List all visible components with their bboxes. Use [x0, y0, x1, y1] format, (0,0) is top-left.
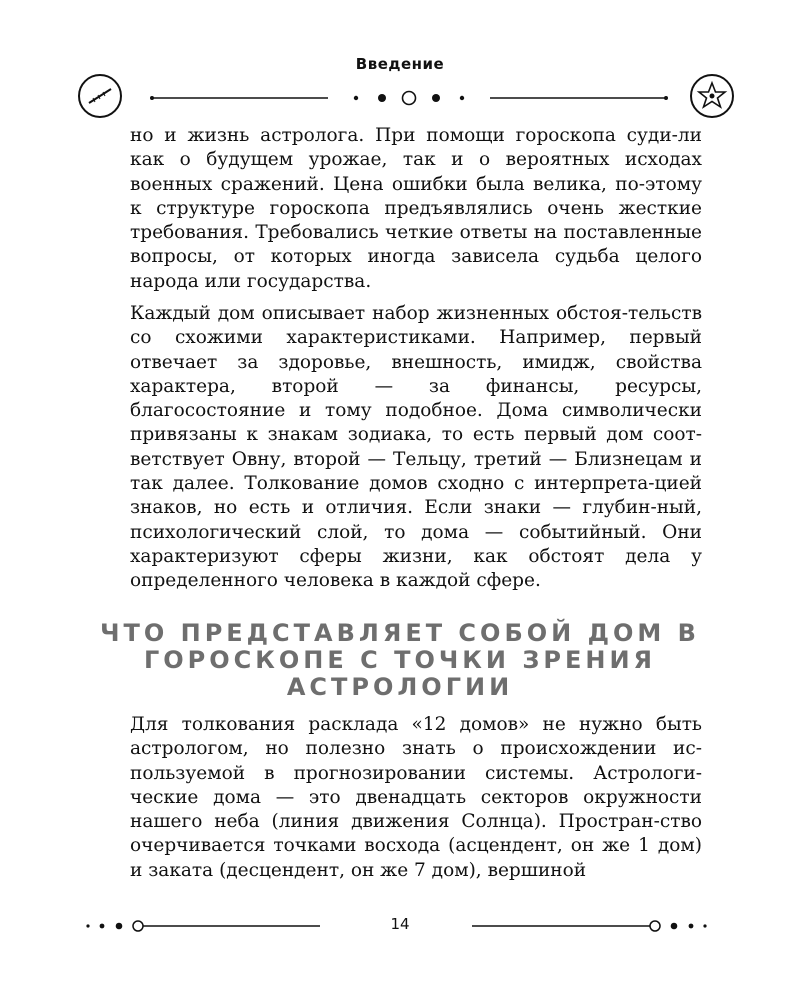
- paragraph-2: Каждый дом описывает набор жизненных обстоя-тельств со схожими характеристиками. Например, первый отвечает за здоровье, внешность, имидж, свойства характера, второй — за финансы, ресурсы, благосостояние и тому подобное. Дома символически привязаны к знакам зодиака, то есть первый дом соот-ветствует Овну, второй — Тельцу, третий — Близнецам и так далее. Толкование домов сходно с интерпрета-цией знаков, но есть и отличия. Если знаки — глубин-ный, психологический слой, то дома — событийный. Они характеризуют сферы жизни, как обстоят дела у определенного человека в каждой сфере.: [130, 303, 702, 592]
- paragraph-3: Для толкования расклада «12 домов» не нужно быть астрологом, но полезно знать о происхождении ис-пользуемой в прогнозировании системы. Астрологи-ческие дома — это двенадцать секторов окружности нашего неба (линия движения Солнца). Простран-ство очерчивается точками восхода (асцендент, он же 1 дом) и заката (десцендент, он же 7 дом), вершиной: [130, 714, 702, 881]
- paragraph-3-block: [130, 713, 702, 883]
- header-divider-ornament: [120, 86, 690, 110]
- star-emblem-icon: [690, 74, 734, 118]
- page-number: 14: [390, 915, 410, 933]
- paragraph-1: но и жизнь астролога. При помощи гороскопа суди-ли как о будущем урожае, так и о вероятных исходах военных сражений. Цена ошибки была велика, по-этому к структуре гороскопа предъявлялись очень жесткие требования. Требовались четкие ответы на поставленные вопросы, от которых иногда зависела судьба целого народа или государства.: [130, 125, 702, 292]
- paragraph-2-block: [130, 302, 702, 594]
- section-heading: ЧТО ПРЕДСТАВЛЯЕТ СОБОЙ ДОМ В ГОРОСКОПЕ С ТОЧКИ ЗРЕНИЯ АСТРОЛОГИИ: [100, 619, 700, 701]
- chapter-title: Введение: [355, 55, 445, 73]
- wand-emblem-icon: [78, 74, 122, 118]
- paragraph-1-block: [130, 124, 702, 294]
